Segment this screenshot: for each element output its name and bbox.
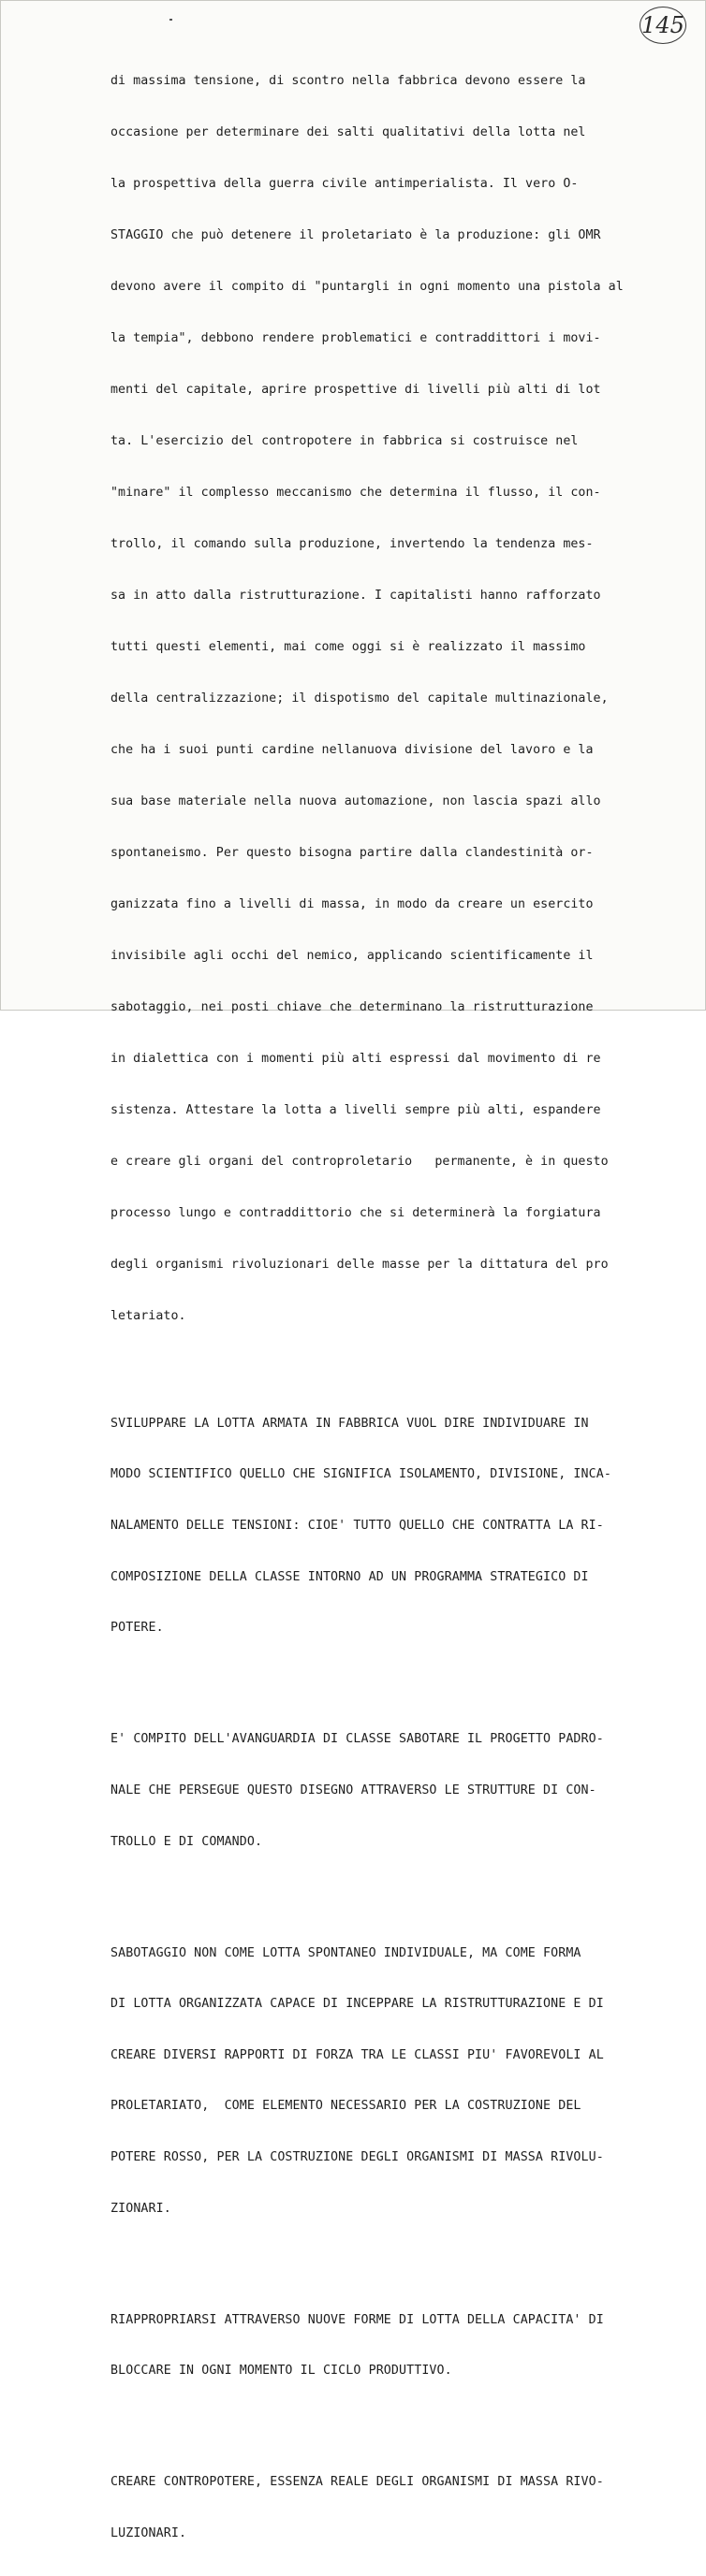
- text-line: letariato.: [110, 1309, 186, 1324]
- text-line: la tempia", debbono rendere problematici e contraddittori i movi-: [110, 330, 601, 345]
- text-line: MODO SCIENTIFICO QUELLO CHE SIGNIFICA ISOLAMENTO, DIVISIONE, INCA-: [110, 1467, 611, 1482]
- text-line: ZIONARI.: [110, 2201, 171, 2216]
- text-line: menti del capitale, aprire prospettive di livelli più alti di lot: [110, 382, 601, 397]
- text-line: e creare gli organi del controproletario permanente, è in questo: [110, 1155, 609, 1170]
- text-line: che ha i suoi punti cardine nellanuova divisione del lavoro e la: [110, 743, 594, 758]
- paragraph-6: [110, 2440, 695, 2576]
- text-line: SVILUPPARE LA LOTTA ARMATA IN FABBRICA VUOL DIRE INDIVIDUARE IN: [110, 1416, 589, 1431]
- text-line: invisibile agli occhi del nemico, applicando scientificamente il: [110, 949, 594, 964]
- text-line: sabotaggio, nei posti chiave che determinano la ristrutturazione: [110, 1000, 594, 1015]
- text-line: POTERE ROSSO, PER LA COSTRUZIONE DEGLI ORGANISMI DI MASSA RIVOLU-: [110, 2150, 604, 2164]
- text-line: sistenza. Attestare la lotta a livelli sempre più alti, espandere: [110, 1103, 601, 1118]
- document-body: [110, 38, 695, 2576]
- text-line: occasione per determinare dei salti qualitativi della lotta nel: [110, 124, 586, 139]
- scan-speck: [169, 19, 172, 21]
- text-line: "minare" il complesso meccanismo che determina il flusso, il con-: [110, 485, 601, 500]
- text-line: della centralizzazione; il dispotismo del capitale multinazionale,: [110, 691, 609, 706]
- text-line: ganizzata fino a livelli di massa, in modo da creare un esercito: [110, 897, 594, 912]
- text-line: RIAPPROPRIARSI ATTRAVERSO NUOVE FORME DI LOTTA DELLA CAPACITA' DI: [110, 2312, 604, 2327]
- text-line: trollo, il comando sulla produzione, invertendo la tendenza mes-: [110, 536, 594, 551]
- text-line: la prospettiva della guerra civile antimperialista. Il vero O-: [110, 176, 579, 191]
- text-line: sua base materiale nella nuova automazione, non lascia spazi allo: [110, 794, 601, 809]
- text-line: LUZIONARI.: [110, 2525, 187, 2540]
- text-line: DI LOTTA ORGANIZZATA CAPACE DI INCEPPARE LA RISTRUTTURAZIONE E DI: [110, 1997, 604, 2012]
- text-line: CREARE CONTROPOTERE, ESSENZA REALE DEGLI ORGANISMI DI MASSA RIVO-: [110, 2475, 604, 2490]
- text-line: STAGGIO che può detenere il proletariato è la produzione: gli OMR: [110, 227, 601, 242]
- text-line: sa in atto dalla ristrutturazione. I capitalisti hanno rafforzato: [110, 589, 601, 603]
- text-line: di massima tensione, di scontro nella fabbrica devono essere la: [110, 73, 586, 88]
- text-line: TROLLO E DI COMANDO.: [110, 1834, 263, 1849]
- text-line: PROLETARIATO, COME ELEMENTO NECESSARIO PER LA COSTRUZIONE DEL: [110, 2099, 581, 2114]
- text-line: ta. L'esercizio del contropotere in fabbrica si costruisce nel: [110, 433, 579, 448]
- page-number: 145: [640, 7, 686, 44]
- text-line: CREARE DIVERSI RAPPORTI DI FORZA TRA LE CLASSI PIU' FAVOREVOLI AL: [110, 2047, 604, 2062]
- text-line: COMPOSIZIONE DELLA CLASSE INTORNO AD UN PROGRAMMA STRATEGICO DI: [110, 1569, 589, 1584]
- text-line: POTERE.: [110, 1621, 164, 1636]
- paragraph-4: [110, 1911, 695, 2251]
- text-line: NALAMENTO DELLE TENSIONI: CIOE' TUTTO QUELLO CHE CONTRATTA LA RI-: [110, 1519, 604, 1534]
- text-line: tutti questi elementi, mai come oggi si è realizzato il massimo: [110, 640, 586, 655]
- text-line: SABOTAGGIO NON COME LOTTA SPONTANEO INDIVIDUALE, MA COME FORMA: [110, 1945, 581, 1960]
- text-line: spontaneismo. Per questo bisogna partire dalla clandestinità or-: [110, 846, 594, 861]
- text-line: NALE CHE PERSEGUE QUESTO DISEGNO ATTRAVERSO LE STRUTTURE DI CON-: [110, 1783, 596, 1797]
- paragraph-5: [110, 2278, 695, 2414]
- text-line: E' COMPITO DELL'AVANGUARDIA DI CLASSE SABOTARE IL PROGETTO PADRO-: [110, 1732, 604, 1747]
- text-line: BLOCCARE IN OGNI MOMENTO IL CICLO PRODUTTIVO.: [110, 2364, 452, 2379]
- text-line: degli organismi rivoluzionari delle masse per la dittatura del pro: [110, 1258, 609, 1273]
- paragraph-3: [110, 1697, 695, 1885]
- paragraph-2: [110, 1381, 695, 1670]
- text-line: devono avere il compito di "puntargli in ogni momento una pistola al: [110, 279, 624, 294]
- text-line: in dialettica con i momenti più alti espressi dal movimento di re: [110, 1052, 601, 1067]
- paragraph-1: [110, 38, 695, 1360]
- text-line: processo lungo e contraddittorio che si determinerà la forgiatura: [110, 1206, 601, 1221]
